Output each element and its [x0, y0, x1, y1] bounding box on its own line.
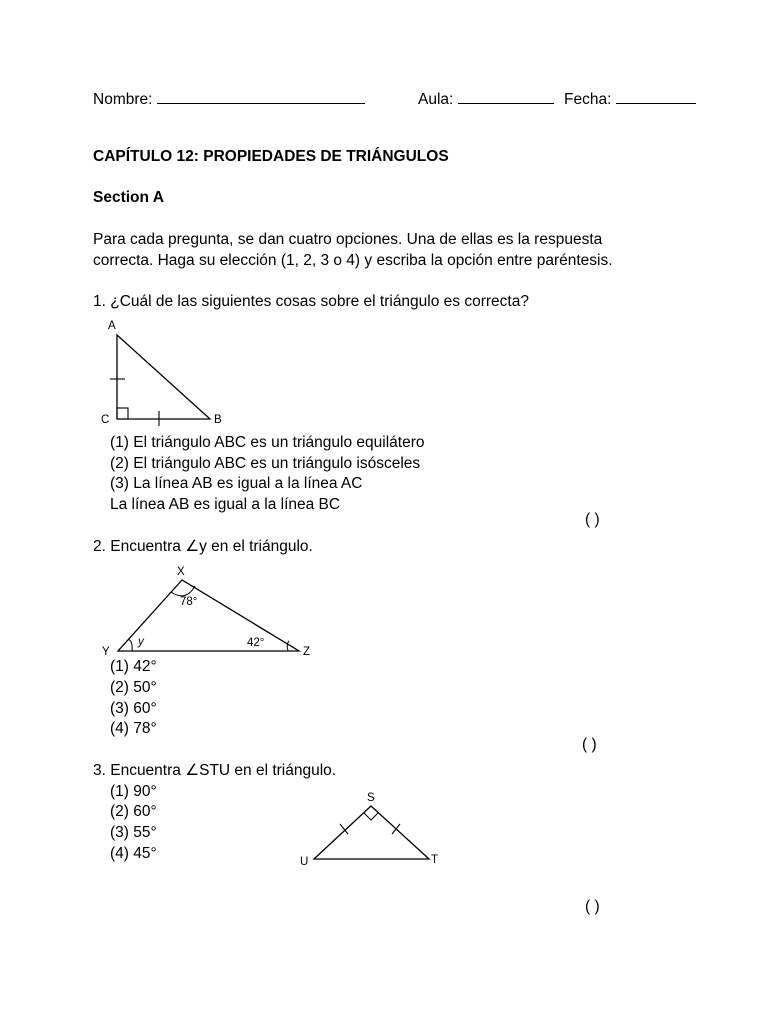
angle-symbol: ∠ [185, 538, 200, 555]
date-label: Fecha: [564, 91, 612, 108]
instructions-line-2: correcta. Haga su elección (1, 2, 3 o 4) y escriba la opción entre paréntesis. [93, 252, 613, 269]
q3-text-suffix: STU en el triángulo. [199, 762, 337, 779]
q1-option-3: (3) La línea AB es igual a la línea AC [110, 475, 363, 492]
triangle-abc [110, 335, 210, 426]
chapter-title: CAPÍTULO 12: PROPIEDADES DE TRIÁNGULOS [93, 148, 449, 165]
tick-mark-su [340, 824, 348, 834]
question-3-text [93, 762, 336, 781]
q3-text-prefix: 3. Encuentra [93, 762, 186, 779]
q2-option-2: (2) 50° [110, 679, 157, 696]
vertex-label-a: A [108, 320, 116, 332]
q2-option-3: (3) 60° [110, 700, 157, 717]
q3-answer-bracket[interactable]: ( ) [585, 898, 600, 915]
right-angle-mark [364, 813, 378, 820]
q3-option-1: (1) 90° [110, 783, 157, 800]
q1-option-1: (1) El triángulo ABC es un triángulo equilátero [110, 434, 425, 451]
section-title: Section A [93, 189, 164, 206]
vertex-label-z: Z [303, 646, 311, 658]
name-field[interactable] [93, 89, 365, 110]
q3-option-2: (2) 60° [110, 803, 157, 820]
angle-label-x: 78° [180, 596, 198, 608]
classroom-blank[interactable] [458, 89, 554, 104]
q3-option-4: (4) 45° [110, 845, 157, 862]
date-field[interactable] [564, 89, 696, 110]
question-2-text [93, 538, 313, 557]
classroom-field[interactable] [418, 89, 554, 110]
classroom-label: Aula: [418, 91, 454, 108]
q1-option-4: La línea AB es igual a la línea BC [110, 496, 341, 513]
name-label: Nombre: [93, 91, 153, 108]
q1-answer-bracket[interactable]: ( ) [585, 511, 600, 528]
triangle-stu [314, 806, 429, 859]
triangle-xyz [118, 580, 299, 651]
vertex-label-y: Y [102, 646, 110, 658]
tick-mark-st [392, 824, 400, 834]
angle-label-z: 42° [247, 637, 265, 649]
angle-label-y: y [138, 636, 144, 648]
q1-option-2: (2) El triángulo ABC es un triángulo isósceles [110, 455, 421, 472]
q2-text-prefix: 2. Encuentra [93, 538, 186, 555]
name-blank[interactable] [157, 89, 365, 104]
q2-option-1: (1) 42° [110, 658, 157, 675]
angle-symbol: ∠ [185, 762, 200, 779]
vertex-label-u: U [300, 856, 309, 868]
date-blank[interactable] [616, 89, 696, 104]
vertex-label-t: T [431, 854, 439, 866]
q2-option-4: (4) 78° [110, 720, 157, 737]
q2-text-suffix: y en el triángulo. [199, 538, 313, 555]
vertex-label-b: B [214, 414, 222, 426]
angle-arc-y [128, 639, 132, 651]
vertex-label-x: X [177, 566, 185, 578]
question-1-text: 1. ¿Cuál de las siguientes cosas sobre el triángulo es correcta? [93, 293, 529, 310]
right-angle-mark [117, 408, 128, 419]
instructions-line-1: Para cada pregunta, se dan cuatro opciones. Una de ellas es la respuesta [93, 231, 603, 248]
q3-option-3: (3) 55° [110, 824, 157, 841]
angle-arc-z [287, 641, 289, 651]
q2-answer-bracket[interactable]: ( ) [582, 736, 597, 753]
vertex-label-s: S [367, 792, 375, 804]
angle-arc-x [171, 586, 195, 596]
vertex-label-c: C [101, 414, 110, 426]
